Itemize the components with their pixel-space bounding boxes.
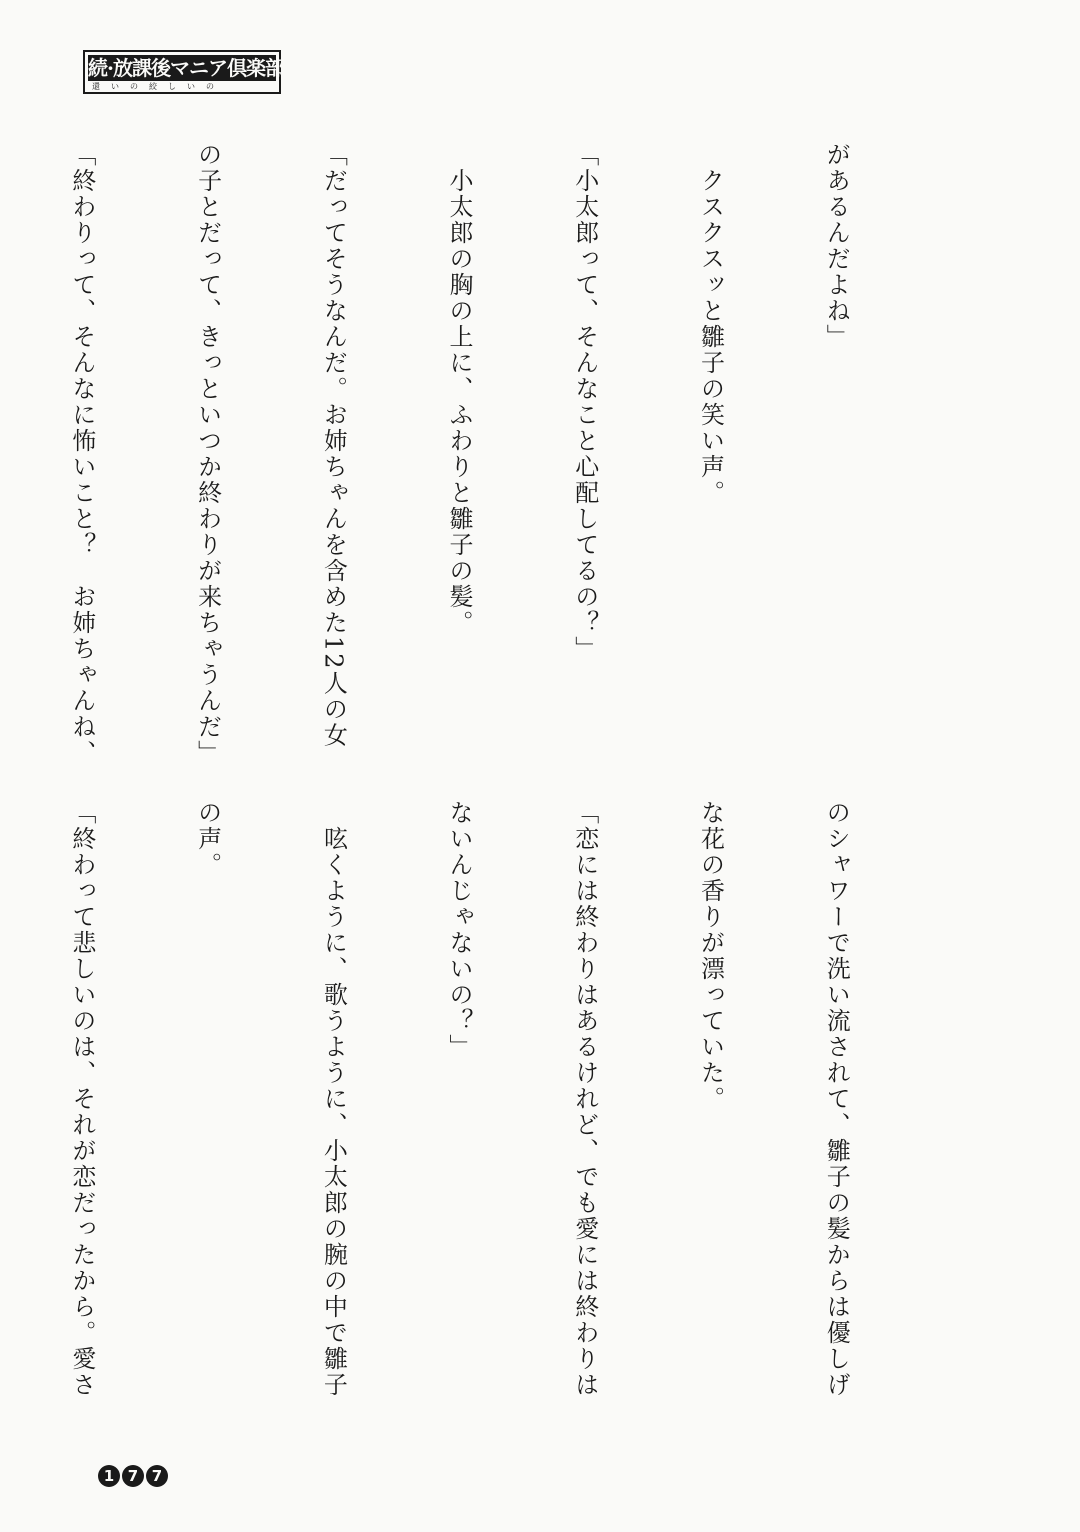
- series-subtitle: 還いの絞しいの: [92, 82, 225, 91]
- series-header: [83, 50, 284, 94]
- page-number-digit: 1: [98, 1465, 120, 1487]
- text-block-bottom: [67, 800, 940, 1400]
- text-line: のシャワーで洗い流されて、雛子の髪からは優しげ: [822, 800, 851, 1398]
- text-line: 呟くように、歌うように、小太郎の腕の中で雛子: [319, 800, 348, 1398]
- text-line: クスクスッと雛子の笑い声。: [696, 142, 725, 506]
- page-number-digit: 7: [146, 1465, 168, 1487]
- text-line: ないんじゃないの？」: [445, 800, 474, 1060]
- series-title: 続·放課後マニア倶楽部: [88, 56, 284, 80]
- page-number-digit: 7: [122, 1465, 144, 1487]
- text-line: 「恋には終わりはあるけれど、でも愛には終わりは: [570, 800, 599, 1398]
- text-block-top: [67, 142, 940, 766]
- text-line: な花の香りが漂っていた。: [696, 800, 725, 1112]
- text-line: 「終わって悲しいのは、それが恋だったから。愛さ: [67, 800, 96, 1398]
- text-line: 「小太郎って、そんなこと心配してるの？」: [570, 142, 599, 662]
- text-line: 「終わりって、そんなに怖いこと？ お姉ちゃんね、: [67, 142, 96, 766]
- text-line: の声。: [193, 800, 222, 878]
- text-line: があるんだよね」: [822, 142, 851, 350]
- page-number: [98, 1465, 168, 1487]
- text-line: 「だってそうなんだ。お姉ちゃんを含めた12人の女: [319, 142, 348, 749]
- text-line: の子とだって、きっといつか終わりが来ちゃうんだ」: [193, 142, 222, 766]
- text-line: 小太郎の胸の上に、ふわりと雛子の髪。: [445, 142, 474, 636]
